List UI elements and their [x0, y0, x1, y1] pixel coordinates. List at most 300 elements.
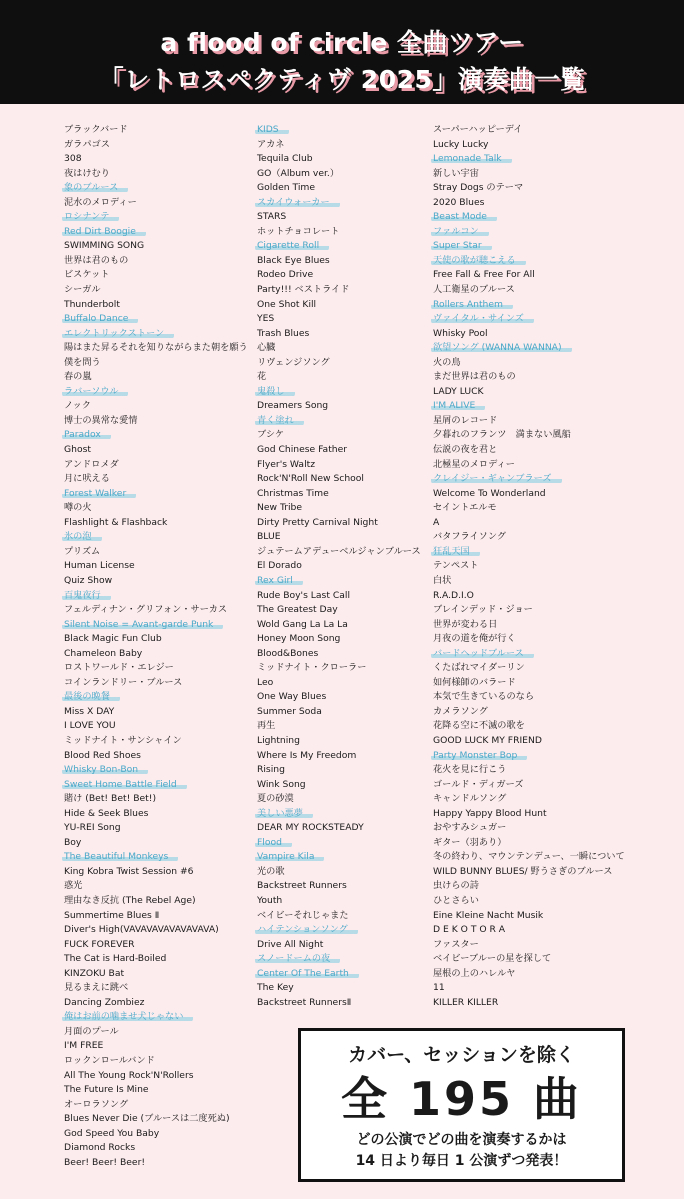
song-item — [64, 778, 250, 793]
song-item — [433, 763, 648, 778]
song-title: ジュテームアデューベルジャンブルース — [257, 545, 421, 557]
song-item — [257, 879, 427, 894]
song-item — [64, 1098, 250, 1113]
song-title: Tequila Club — [257, 153, 313, 165]
song-title: ノック — [64, 400, 91, 412]
song-title: One Way Blues — [257, 691, 327, 703]
song-item — [257, 792, 427, 807]
song-item — [64, 225, 250, 240]
announcement-line-2: 14 日より毎日 1 公演ずつ発表！ — [355, 1153, 568, 1169]
song-item — [64, 1156, 250, 1171]
song-item — [257, 152, 427, 167]
song-title: くたばれマイダーリン — [433, 662, 525, 674]
song-item — [433, 749, 648, 764]
song-title: Rollers Anthem — [431, 299, 513, 310]
song-title: Party!!! ベストライド — [257, 284, 350, 296]
song-item — [257, 356, 427, 371]
song-title: 夜はけむり — [64, 167, 110, 179]
song-title: セイントエルモ — [433, 502, 497, 514]
song-item — [257, 836, 427, 851]
song-title: ガラパゴス — [64, 138, 110, 150]
song-item — [433, 181, 648, 196]
song-item — [257, 545, 427, 560]
song-item — [433, 152, 648, 167]
song-title: DEAR MY ROCKSTEADY — [257, 822, 364, 834]
song-item — [64, 589, 250, 604]
song-item — [64, 1010, 250, 1025]
song-title: Lemonade Talk — [431, 153, 512, 164]
song-item — [433, 545, 648, 560]
song-title: Youth — [257, 894, 283, 906]
song-item — [433, 894, 648, 909]
song-item — [64, 399, 250, 414]
song-item — [64, 1025, 250, 1040]
song-item — [257, 196, 427, 211]
song-title: Whisky Bon-Bon — [62, 764, 148, 775]
song-item — [257, 952, 427, 967]
song-title: Wold Gang La La La — [257, 618, 348, 630]
song-title: リヴェンジソング — [257, 356, 330, 368]
song-title: 賭け (Bet! Bet! Bet!) — [64, 793, 157, 805]
song-title: ビスケット — [64, 269, 110, 281]
song-title: 11 — [433, 982, 445, 994]
song-title: バードヘッドブルース — [431, 648, 534, 659]
song-title: The Cat is Hard-Boiled — [64, 953, 167, 965]
song-title: Welcome To Wonderland — [433, 487, 546, 499]
song-item — [64, 618, 250, 633]
song-item — [64, 981, 250, 996]
song-item — [433, 850, 648, 865]
song-item — [257, 923, 427, 938]
song-title: 屋根の上のハレルヤ — [433, 967, 516, 979]
song-item — [64, 559, 250, 574]
song-title: ハイテンションソング — [255, 924, 358, 935]
song-item — [433, 821, 648, 836]
song-item — [64, 1054, 250, 1069]
song-title: ミッドナイト・サンシャイン — [64, 734, 182, 746]
song-title: Super Star — [431, 240, 492, 251]
song-item — [433, 399, 648, 414]
song-item — [257, 138, 427, 153]
song-item — [64, 370, 250, 385]
song-title: El Dorado — [257, 560, 302, 572]
song-item — [257, 225, 427, 240]
song-title: 月面のプール — [64, 1025, 119, 1037]
song-item — [433, 210, 648, 225]
song-item — [433, 734, 648, 749]
song-title: Eine Kleine Nacht Musik — [433, 909, 544, 921]
song-item — [64, 487, 250, 502]
song-title: All The Young Rock'N'Rollers — [64, 1069, 194, 1081]
song-title: ギター（羽あり） — [433, 836, 507, 848]
song-title: ひとさらい — [433, 894, 479, 906]
song-title: STARS — [257, 211, 287, 223]
song-title: 光の歌 — [257, 865, 285, 877]
song-item — [64, 952, 250, 967]
song-item — [433, 196, 648, 211]
song-item — [433, 792, 648, 807]
song-item — [433, 428, 648, 443]
song-item — [64, 123, 250, 138]
song-item — [64, 1069, 250, 1084]
song-item — [257, 298, 427, 313]
song-item — [257, 981, 427, 996]
song-item — [433, 283, 648, 298]
total-songs: 全 195 曲 — [340, 1072, 583, 1126]
song-item — [64, 1112, 250, 1127]
song-item — [64, 443, 250, 458]
song-column-3 — [433, 123, 648, 1010]
song-title: 伝説の夜を君と — [433, 444, 498, 456]
song-item — [257, 865, 427, 880]
song-item — [64, 661, 250, 676]
song-item — [64, 356, 250, 371]
song-title: R.A.D.I.O — [433, 589, 474, 601]
song-item — [64, 821, 250, 836]
song-item — [433, 530, 648, 545]
song-title: Summer Soda — [257, 705, 322, 717]
song-title: 本気で生きているのなら — [433, 691, 535, 703]
song-item — [64, 516, 250, 531]
song-item — [257, 167, 427, 182]
song-title: 世界が変わる日 — [433, 618, 498, 630]
song-title: 鬼殺し — [255, 386, 295, 397]
song-item — [433, 167, 648, 182]
song-title: 星屑のレコード — [433, 414, 498, 426]
song-item — [257, 516, 427, 531]
song-title: Stray Dogs のテーマ — [433, 182, 524, 194]
song-item — [433, 938, 648, 953]
song-item — [64, 792, 250, 807]
song-title: Flyer's Waltz — [257, 458, 316, 470]
song-item — [257, 603, 427, 618]
song-title: Where Is My Freedom — [257, 749, 357, 761]
song-title: Human License — [64, 560, 135, 572]
song-title: 人工衛星のブルース — [433, 284, 515, 296]
song-item — [433, 487, 648, 502]
song-item — [257, 967, 427, 982]
song-item — [257, 909, 427, 924]
song-title: The Greatest Day — [257, 604, 338, 616]
song-item — [257, 676, 427, 691]
song-title: Buffalo Dance — [62, 313, 138, 324]
song-title: 俺はお前の噛ませ犬じゃない — [62, 1011, 193, 1022]
tour-title: a flood of circle 全曲ツアー — [160, 28, 524, 57]
song-item — [64, 967, 250, 982]
song-title: GO（Album ver.） — [257, 167, 340, 179]
song-title: Diamond Rocks — [64, 1142, 136, 1154]
song-item — [257, 428, 427, 443]
song-item — [433, 690, 648, 705]
song-item — [433, 589, 648, 604]
song-item — [64, 545, 250, 560]
song-item — [64, 152, 250, 167]
song-title: Forest Walker — [62, 488, 136, 499]
song-title: ベイビーブルーの星を探して — [433, 953, 552, 965]
song-title: ゴールド・ディガーズ — [433, 778, 524, 790]
song-title: 理由なき反抗 (The Rebel Age) — [64, 894, 196, 906]
song-title: The Key — [257, 982, 294, 994]
song-title: ラバーソウル — [62, 386, 128, 397]
song-title: Blood Red Shoes — [64, 749, 141, 761]
song-item — [64, 719, 250, 734]
song-title: 新しい宇宙 — [433, 167, 479, 179]
song-item — [257, 690, 427, 705]
song-item — [64, 894, 250, 909]
song-title: 308 — [64, 153, 82, 165]
song-title: スカイウォーカー — [255, 197, 340, 208]
song-title: Party Monster Bop — [431, 750, 527, 761]
song-title: 夕暮れのフランツ 満まない風船 — [433, 429, 571, 441]
song-title: 百鬼夜行 — [62, 590, 111, 601]
song-item — [64, 1039, 250, 1054]
song-title: A — [433, 516, 440, 528]
song-title: フェルディナン・グリフォン・サーカス — [64, 604, 228, 616]
song-title: ロックンロールバンド — [64, 1055, 155, 1066]
song-item — [257, 385, 427, 400]
song-title: おやすみシュガー — [433, 822, 507, 834]
song-item — [433, 225, 648, 240]
song-title: 花火を見に行こう — [433, 764, 507, 776]
song-item — [64, 196, 250, 211]
song-title: スノードームの夜 — [255, 953, 340, 964]
song-item — [433, 443, 648, 458]
song-item — [257, 589, 427, 604]
song-title: 如何様師のバラード — [433, 676, 516, 688]
song-title: ミッドナイト・クローラー — [257, 662, 367, 674]
song-item — [64, 254, 250, 269]
song-item — [64, 763, 250, 778]
song-item — [433, 865, 648, 880]
song-item — [257, 472, 427, 487]
song-title: オーロラソング — [64, 1098, 129, 1110]
song-item — [257, 341, 427, 356]
song-title: God Speed You Baby — [64, 1127, 160, 1139]
song-item — [433, 516, 648, 531]
song-title: Hide & Seek Blues — [64, 807, 149, 819]
song-item — [257, 632, 427, 647]
song-item — [257, 268, 427, 283]
song-title: Vampire Kila — [255, 851, 324, 862]
song-title: Center Of The Earth — [255, 968, 359, 979]
song-item — [433, 268, 648, 283]
summary-box — [298, 1028, 625, 1182]
song-title: 欲望ソング (WANNA WANNA) — [431, 342, 572, 353]
song-title: 2020 Blues — [433, 196, 485, 208]
song-item — [433, 879, 648, 894]
song-title: Blues Never Die (ブルースは二度死ぬ) — [64, 1113, 230, 1125]
song-title: Summertime Blues Ⅱ — [64, 909, 160, 921]
song-title: カメラソング — [433, 705, 488, 717]
song-item — [433, 298, 648, 313]
song-title: Rodeo Drive — [257, 269, 314, 281]
song-title: 花 — [257, 371, 267, 383]
song-title: スーパーハッピーデイ — [433, 124, 523, 135]
song-title: ホットチョコレート — [257, 225, 340, 237]
song-title: FUCK FOREVER — [64, 938, 135, 950]
song-item — [64, 414, 250, 429]
song-title: ブレインデッド・ジョー — [433, 604, 533, 616]
song-item — [433, 996, 648, 1011]
song-item — [64, 923, 250, 938]
song-title: LADY LUCK — [433, 385, 484, 397]
song-title: 白状 — [433, 574, 452, 586]
song-item — [64, 167, 250, 182]
song-title: 泥水のメロディー — [64, 196, 137, 208]
song-title: Silent Noise = Avant-garde Punk — [62, 619, 223, 630]
song-item — [257, 574, 427, 589]
song-title: I'M FREE — [64, 1040, 104, 1052]
song-column-2 — [257, 123, 427, 1010]
song-item — [64, 283, 250, 298]
song-title: 月に吠える — [64, 473, 110, 485]
song-item — [64, 749, 250, 764]
song-item — [64, 210, 250, 225]
song-title: WILD BUNNY BLUES/ 野うさぎのブルース — [433, 865, 613, 877]
song-item — [257, 938, 427, 953]
song-title: 噂の火 — [64, 502, 92, 514]
song-item — [433, 647, 648, 662]
song-title: 陽はまた昇るそれを知りながらまた朝を願う — [64, 342, 248, 354]
song-title: YES — [257, 313, 275, 325]
song-title: Sweet Home Battle Field — [62, 779, 187, 790]
song-title: KINZOKU Bat — [64, 967, 125, 979]
song-title: コインランドリー・ブルース — [64, 676, 183, 688]
song-title: 虫けらの詩 — [433, 880, 479, 892]
song-item — [64, 574, 250, 589]
song-item — [64, 690, 250, 705]
song-item — [64, 268, 250, 283]
song-title: ベイビーそれじゃまた — [257, 909, 349, 921]
song-title: Backstreet Runners — [257, 880, 347, 892]
song-item — [433, 923, 648, 938]
song-title: 再生 — [257, 720, 276, 732]
song-title: アカネ — [257, 138, 285, 150]
song-title: Rude Boy's Last Call — [257, 589, 351, 601]
song-title: Flood — [255, 837, 292, 848]
song-item — [433, 836, 648, 851]
song-item — [257, 778, 427, 793]
song-item — [433, 458, 648, 473]
song-title: Backstreet RunnersⅡ — [257, 996, 352, 1008]
song-item — [64, 472, 250, 487]
song-title: Golden Time — [257, 182, 316, 194]
song-item — [257, 283, 427, 298]
announcement-line-1: どの公演でどの曲を演奏するかは — [356, 1132, 567, 1148]
song-item — [64, 312, 250, 327]
song-item — [257, 821, 427, 836]
song-item — [433, 778, 648, 793]
summary-note: カバー、セッションを除く — [348, 1044, 575, 1066]
song-item — [64, 1127, 250, 1142]
song-title: アンドロメダ — [64, 458, 119, 470]
song-item — [64, 938, 250, 953]
song-title: Thunderbolt — [64, 298, 120, 310]
song-title: GOOD LUCK MY FRIEND — [433, 734, 542, 746]
song-title: The Beautiful Monkeys — [62, 851, 178, 862]
song-item — [64, 865, 250, 880]
song-title: 月夜の道を俺が行く — [433, 633, 516, 645]
song-item — [64, 298, 250, 313]
song-item — [257, 312, 427, 327]
song-item — [64, 458, 250, 473]
song-title: Boy — [64, 836, 82, 848]
song-title: Dirty Pretty Carnival Night — [257, 516, 378, 528]
song-title: Drive All Night — [257, 938, 324, 950]
song-item — [64, 181, 250, 196]
song-item — [433, 661, 648, 676]
song-title: Chameleon Baby — [64, 647, 143, 659]
song-title: 氷の泡 — [62, 531, 102, 542]
song-item — [433, 618, 648, 633]
song-title: I LOVE YOU — [64, 720, 116, 732]
song-title: ロシナンテ — [62, 211, 119, 222]
song-title: Honey Moon Song — [257, 633, 341, 645]
song-title: Happy Yappy Blood Hunt — [433, 807, 547, 819]
song-item — [64, 501, 250, 516]
song-title: Rising — [257, 764, 285, 776]
song-item — [257, 123, 427, 138]
song-title: 天使の歌が聴こえる — [431, 255, 526, 266]
song-title: The Future Is Mine — [64, 1084, 149, 1096]
song-title: Whisky Pool — [433, 327, 488, 339]
song-title: 花降る空に不滅の歌を — [433, 720, 525, 732]
song-title: 冬の終わり、マウンテンデュー、一瞬について — [433, 851, 625, 863]
song-item — [257, 399, 427, 414]
song-title: Quiz Show — [64, 574, 113, 586]
song-item — [433, 370, 648, 385]
song-item — [433, 341, 648, 356]
song-item — [257, 414, 427, 429]
song-title: Rex Girl — [255, 575, 303, 586]
song-item — [257, 210, 427, 225]
song-title: 世界は君のもの — [64, 254, 129, 266]
song-title: ファスター — [433, 938, 479, 950]
song-item — [433, 239, 648, 254]
song-title: KIDS — [255, 124, 289, 135]
song-title: Trash Blues — [257, 327, 310, 339]
song-title: Beer! Beer! Beer! — [64, 1156, 146, 1168]
song-title: 心臓 — [257, 342, 276, 354]
song-title: Black Magic Fun Club — [64, 633, 162, 645]
song-title: BLUE — [257, 531, 281, 543]
song-item — [64, 1083, 250, 1098]
song-title: テンペスト — [433, 560, 479, 572]
song-title: Paradox — [62, 429, 111, 440]
song-title: キャンドルソング — [433, 793, 507, 805]
song-item — [257, 661, 427, 676]
song-item — [64, 734, 250, 749]
song-title: Rock'N'Roll New School — [257, 473, 364, 485]
song-item — [257, 559, 427, 574]
song-item — [257, 501, 427, 516]
song-item — [433, 909, 648, 924]
song-item — [433, 138, 648, 153]
song-item — [433, 574, 648, 589]
song-title: Cigarette Roll — [255, 240, 329, 251]
song-item — [64, 850, 250, 865]
song-title: YU-REI Song — [64, 822, 121, 834]
song-column-1 — [64, 123, 250, 1170]
song-item — [433, 385, 648, 400]
song-title: 見るまえに跳べ — [64, 982, 129, 994]
song-item — [433, 952, 648, 967]
song-title: 最後の晩餐 — [62, 691, 120, 702]
song-item — [433, 327, 648, 342]
song-item — [433, 719, 648, 734]
song-title: Blood&Bones — [257, 647, 319, 659]
song-item — [433, 676, 648, 691]
